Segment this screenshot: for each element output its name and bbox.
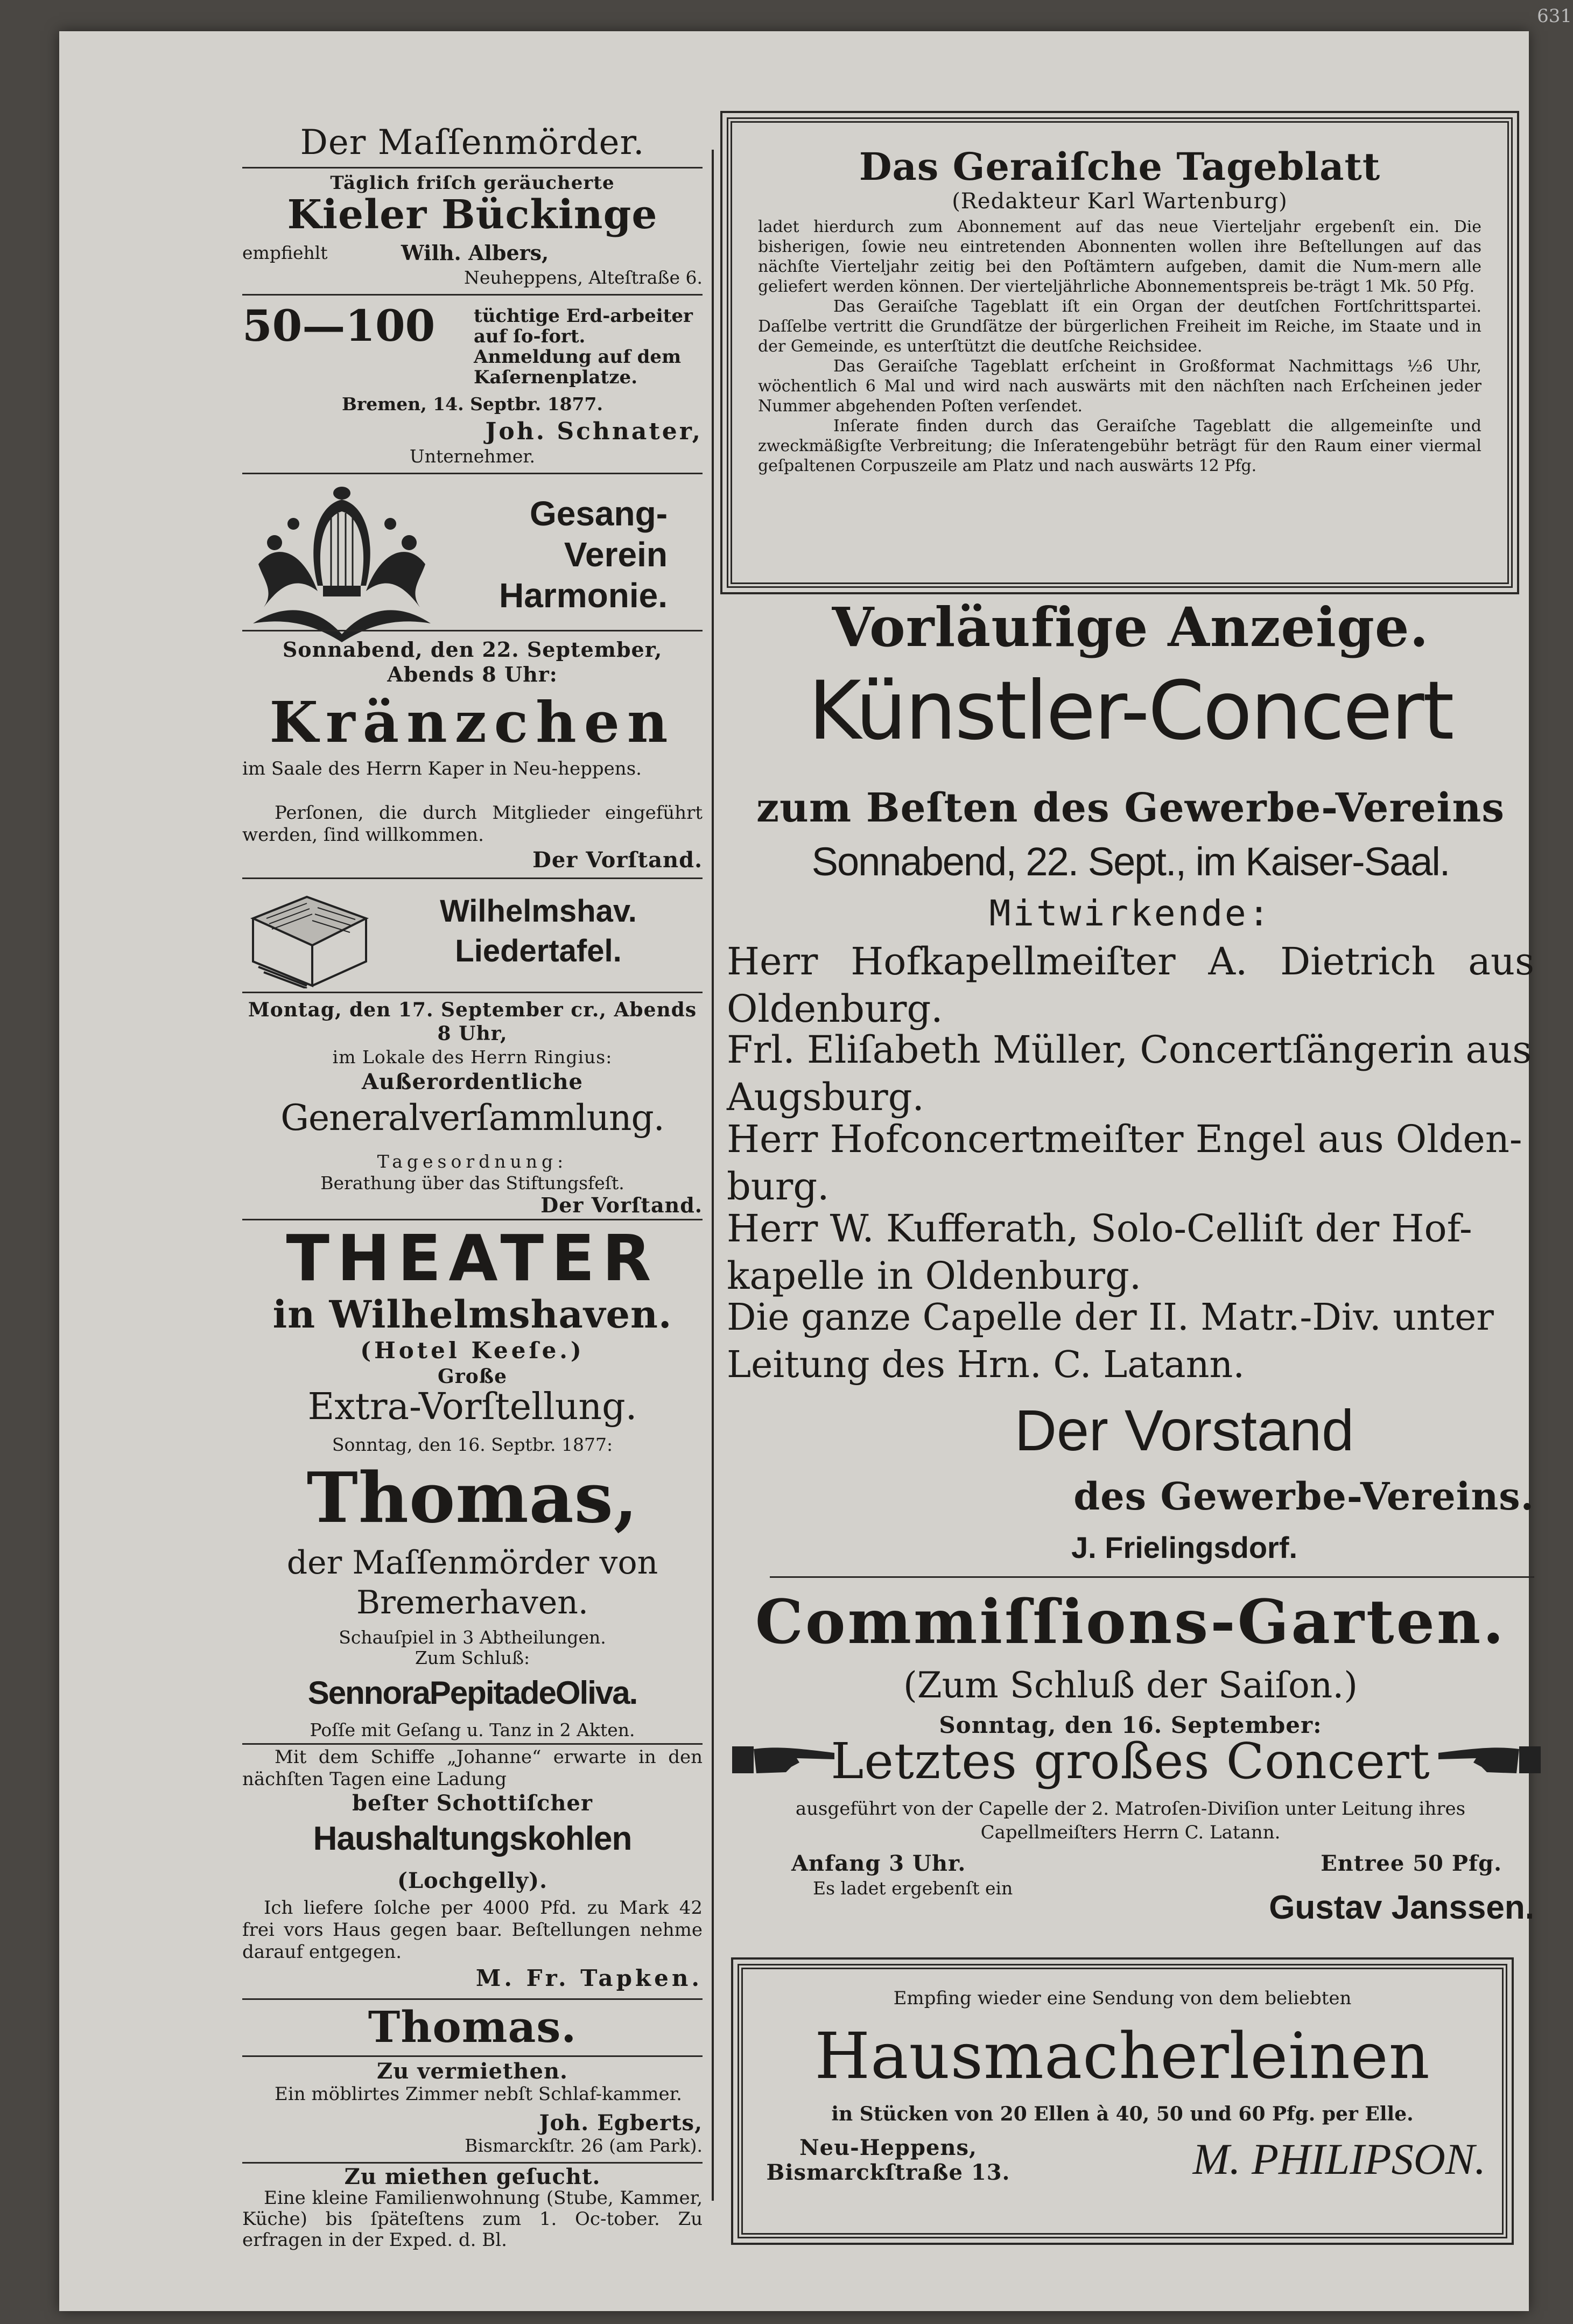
theater-thomas: Thomas,	[306, 1458, 638, 1539]
garten-text: ausgeführt von der Capelle der 2. Matroſen-Diviſion unter Leitung ihres Capellmeiſters Herrn C. Latann.	[795, 1798, 1466, 1843]
lieder-location: im Lokale des Herrn Ringius:	[332, 1047, 613, 1068]
theater-hotel: (Hotel Keeſe.)	[360, 1337, 585, 1364]
lieder-date: Montag, den 17. September cr., Abends 8 Uhr,	[248, 999, 697, 1045]
garten-subtitle: (Zum Schluß der Saiſon.)	[903, 1665, 1358, 1706]
leinen-frame	[738, 1964, 1507, 2238]
pointing-hand-left-icon	[1433, 1741, 1541, 1779]
anzeige-heading: Vorläufige Anzeige.	[832, 595, 1429, 659]
kohlen-text: Ich liefere ſolche per 4000 Pfd. zu Mark 42 frei vors Haus gegen baar. Beſtellungen nehme darauf entgegen.	[242, 1897, 703, 1963]
workers-text: tüchtige Erd-arbeiter auf ſo-fort. Anmeldung auf dem Kaſernenplatze.	[474, 305, 693, 388]
gesang-note: Perſonen, die durch Mitglieder eingeführt werden, ſind willkommen.	[242, 802, 703, 846]
tageblatt-title: Das Geraiſche Tageblatt	[859, 144, 1381, 189]
performer-2: Frl. Eliſabeth Müller, Concertſängerin aus Augsburg.	[727, 1028, 1532, 1119]
garten-date: Sonntag, den 16. September:	[939, 1712, 1322, 1738]
kohlen-title: Haushaltungskohlen	[313, 1820, 632, 1857]
theater-pepita: SennoraPepitadeOliva.	[307, 1675, 637, 1711]
lieder-sign: Der Vorſtand.	[540, 1193, 703, 1217]
fish-name: Wilh. Albers,	[401, 241, 549, 265]
rule	[242, 1998, 703, 2000]
theater-grosse: Große	[438, 1365, 507, 1388]
theater-title: THEATER	[286, 1221, 659, 1295]
tageblatt-p3: Das Geraiſche Tageblatt erſcheint in Großformat Nachmittags ½6 Uhr, wöchentlich 6 Mal und wird nach auswärts mit den nächſten nach Erſcheinen jeder Nummer abgehenden Poſten verſendet.	[758, 357, 1481, 416]
theater-extra: Extra-Vorſtellung.	[307, 1386, 637, 1428]
workers-name: Joh. Schnater,	[485, 418, 703, 445]
rule	[242, 2055, 703, 2057]
vermieten-name: Joh. Egberts,	[539, 2110, 703, 2136]
fish-address: Neuheppens, Alteſtraße 6.	[464, 267, 703, 288]
performer-5: Die ganze Capelle der II. Matr.-Div. unter Leitung des Hrn. C. Latann.	[727, 1296, 1494, 1386]
theater-genre: Schauſpiel in 3 Abtheilungen.	[339, 1627, 606, 1648]
fish-title: Kieler Bückinge	[287, 192, 658, 238]
vorstand: Der Vorstand	[1014, 1398, 1354, 1463]
lieder-tagesordnung: Tagesordnung:	[377, 1151, 568, 1172]
performer-1: Herr Hofkapellmeiſter A. Dietrich aus Oldenburg.	[727, 939, 1534, 1031]
kohlen-best: beſter Schottiſcher	[352, 1791, 593, 1816]
performer-4: Herr W. Kufferath, Solo-Celliſt der Hof-kapelle in Oldenburg.	[727, 1206, 1472, 1298]
garten-ladet: Es ladet ergebenſt ein	[813, 1878, 1013, 1899]
performer-3: Herr Hofconcertmeiſter Engel aus Olden-burg.	[727, 1117, 1522, 1209]
rule	[242, 1219, 703, 1220]
rule	[242, 992, 703, 993]
garten-concert: Letztes großes Concert	[831, 1732, 1430, 1790]
gesang-sign: Der Vorſtand.	[532, 847, 703, 873]
garten-title: Commiſſions-Garten.	[755, 1587, 1506, 1658]
lieder-ausserordentliche: Außerordentliche	[361, 1069, 584, 1094]
rule	[242, 2162, 703, 2164]
gesucht-heading: Zu miethen geſucht.	[344, 2164, 601, 2189]
fish-seller	[242, 242, 703, 264]
gesang-title: Gesang-Verein Harmonie.	[499, 494, 668, 615]
tageblatt-subtitle: (Redakteur Karl Wartenburg)	[952, 189, 1288, 214]
leinen-intro: Empfing wieder eine Sendung von dem beliebten	[893, 1988, 1352, 2009]
leinen-addr2: Bismarckſtraße 13.	[766, 2160, 1010, 2185]
workers-role: Unternehmer.	[409, 446, 536, 467]
tageblatt-p4: Inſerate finden durch das Geraiſche Tageblatt die allgemeinſte und zweckmäßigſte Verbreitung; die Inſeratengebühr beträgt für den Raum einer viermal geſpaltenen Corpuszeile am Platz und nach auswärts 12 Pfg.	[758, 417, 1481, 475]
rule	[242, 294, 703, 296]
concert-zum: zum Beſten des Gewerbe-Vereins	[756, 785, 1505, 831]
kohlen-sign: M. Fr. Tapken.	[475, 1965, 703, 1991]
lyre-icon	[242, 483, 441, 645]
leinen-addr1: Neu-Heppens,	[799, 2135, 977, 2160]
page-corner-mark: 631	[1537, 5, 1572, 27]
rule	[242, 167, 703, 168]
lieder-tagesordnung-text: Berathung über das Stiftungsfeſt.	[320, 1172, 624, 1193]
gesang-location: im Saale des Herrn Kaper in Neu-heppens.	[242, 758, 642, 780]
thomas-second: Thomas.	[368, 2002, 577, 2052]
concert-title: Künstler-Concert	[808, 664, 1453, 758]
vermieten-address: Bismarckſtr. 26 (am Park).	[465, 2135, 703, 2156]
kohlen-lochgelly: (Lochgelly).	[397, 1868, 548, 1893]
tageblatt-frame	[727, 117, 1513, 588]
lieder-title: Wilhelmshav. Liedertafel.	[440, 894, 637, 968]
theater-date: Sonntag, den 16. Septbr. 1877:	[332, 1434, 613, 1455]
vermieten-heading: Zu vermiethen.	[377, 2059, 568, 2084]
leinen-price: in Stücken von 20 Ellen à 40, 50 und 60 Pfg. per Elle.	[831, 2103, 1414, 2125]
rule	[242, 877, 703, 879]
gesang-date: Sonnabend, den 22. September, Abends 8 Uhr:	[282, 637, 663, 686]
newspaper-page	[59, 5, 1572, 2311]
garten-entree: Entree 50 Pfg.	[1321, 1851, 1502, 1876]
vorstand-name: J. Frielingsdorf.	[1071, 1530, 1298, 1564]
tageblatt-p2: Das Geraiſche Tageblatt iſt ein Organ der deutſchen Fortſchrittspartei. Daſſelbe vertritt die Grundſätze der bürgerlichen Freiheit im Reiche, im Staate und in der Gemeinde, es unterſtützt die deutſche Reichsidee.	[758, 297, 1481, 356]
fish-line: Täglich friſch geräucherte	[330, 172, 615, 194]
theater-sub2: Bremerhaven.	[356, 1584, 588, 1621]
gesucht-text: Eine kleine Familienwohnung (Stube, Kammer, Küche) bis ſpäteſtens zum 1. Oc-tober. Zu erfragen in der Exped. d. Bl.	[242, 2187, 703, 2251]
vorstand-des: des Gewerbe-Vereins.	[1073, 1474, 1534, 1519]
theater-in: in Wilhelmshaven.	[272, 1292, 672, 1337]
rule	[770, 1576, 1534, 1578]
rule	[242, 630, 703, 631]
rule	[242, 1743, 703, 1745]
theater-schluss: Zum Schluß:	[415, 1647, 530, 1668]
column-divider	[712, 150, 714, 2201]
theater-posse: Poſſe mit Geſang u. Tanz in 2 Akten.	[310, 1719, 635, 1740]
rule	[242, 473, 703, 474]
leinen-title: Hausmacherleinen	[814, 2019, 1430, 2093]
gesang-event: Kränzchen	[269, 689, 676, 755]
workers-number: 50—100	[242, 300, 436, 351]
tageblatt-p1: ladet hierdurch zum Abonnement auf das neue Vierteljahr ergebenſt ein. Die bisherigen, ſowie neu eintretenden Abonnenten wollen ihre Beſtellungen auf das nächſte Vierteljahr zeitig bei den Poſtämtern aufgeben, damit die Num-mern alle geliefert werden können. Der vierteljährliche Abonnementspreis be-trägt 1 Mk. 50 Pfg.	[758, 217, 1481, 296]
massenmoerder-heading: Der Maſſenmörder.	[300, 123, 645, 163]
mitwirkende-label: Mitwirkende:	[989, 893, 1272, 934]
concert-date: Sonnabend, 22. Sept., im Kaiser-Saal.	[811, 839, 1450, 884]
theater-sub1: der Maſſenmörder von	[286, 1544, 658, 1582]
fish-empfiehlt: empfiehlt	[242, 242, 328, 263]
kohlen-intro: Mit dem Schiffe „Johanne“ erwarte in den nächſten Tagen eine Ladung	[242, 1746, 703, 1790]
leinen-name: M. PHILIPSON.	[1192, 2135, 1486, 2183]
vermieten-text: Ein möblirtes Zimmer nebſt Schlaf-kammer.	[275, 2083, 682, 2105]
workers-place: Bremen, 14. Septbr. 1877.	[342, 394, 603, 415]
garten-anfang: Anfang 3 Uhr.	[791, 1851, 966, 1876]
lieder-generalversammlung: Generalverſammlung.	[280, 1097, 664, 1139]
garten-name: Gustav Janssen.	[1269, 1889, 1534, 1926]
music-book-icon	[242, 886, 371, 988]
